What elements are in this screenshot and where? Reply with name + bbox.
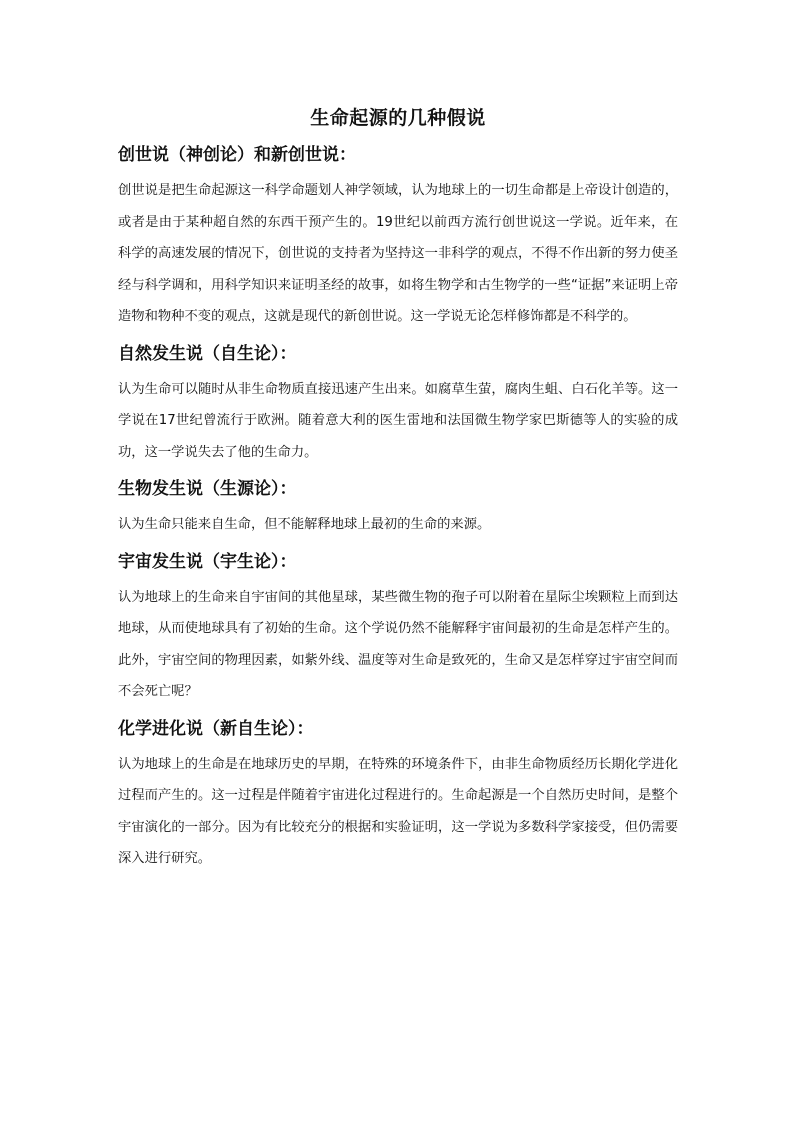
section-panspermia	[118, 547, 678, 708]
section-body: 认为地球上的生命是在地球历史的早期，在特殊的环境条件下，由非生命物质经历长期化学进化过程而产生的。这一过程是伴随着宇宙进化过程进行的。生命起源是一个自然历史时间，是整个宇宙演化的一部分。因为有比较充分的根据和实验证明，这一学说为多数科学家接受，但仍需要深入进行研究。	[118, 756, 678, 866]
section-heading: 生物发生说（生源论）：	[118, 479, 297, 499]
section-heading: 宇宙发生说（宇生论）：	[118, 551, 297, 572]
section-heading: 化学进化说（新自生论）：	[118, 718, 314, 739]
section-body: 创世说是把生命起源这一科学命题划人神学领域，认为地球上的一切生命都是上帝设计创造的，或者是由于某种超自然的东西干预产生的。19世纪以前西方流行创世说这一学说。近年来，在科学的高速发展的情况下，创世说的支持者为坚持这一非科学的观点，不得不作出新的努力使圣经与科学调和，用科学知识来证明圣经的故事，如将生物学和古生物学的一些“证据”来证明上帝造物和物种不变的观点，这就是现代的新创世说。这一学说无论怎样修饰都是不科学的。	[118, 183, 678, 324]
section-biogenesis	[118, 474, 678, 541]
section-chemical-evolution	[118, 714, 678, 875]
section-body: 认为生命只能来自生命，但不能解释地球上最初的生命的来源。	[118, 517, 491, 532]
section-heading: 自然发生说（自生论）：	[118, 343, 297, 364]
section-body: 认为地球上的生命来自宇宙间的其他星球，某些微生物的孢子可以附着在星际尘埃颗粒上而到达地球，从而使地球具有了初始的生命。这个学说仍然不能解释宇宙间最初的生命是怎样产生的。此外，宇宙空间的物理因素，如紫外线、温度等对生命是致死的，生命又是怎样穿过宇宙空间而不会死亡呢？	[118, 589, 678, 699]
section-spontaneous-generation	[118, 339, 678, 469]
document-title: 生命起源的几种假说	[310, 107, 486, 129]
section-body: 认为生命可以随时从非生命物质直接迅速产生出来。如腐草生萤，腐肉生蛆、白石化羊等。这一学说在17世纪曾流行于欧洲。随着意大利的医生雷地和法国微生物学家巴斯德等人的实验的成功，这一学说失去了他的生命力。	[118, 381, 678, 460]
section-creationism	[118, 140, 678, 333]
section-heading: 创世说（神创论）和新创世说：	[118, 145, 356, 165]
document-page	[118, 100, 678, 881]
